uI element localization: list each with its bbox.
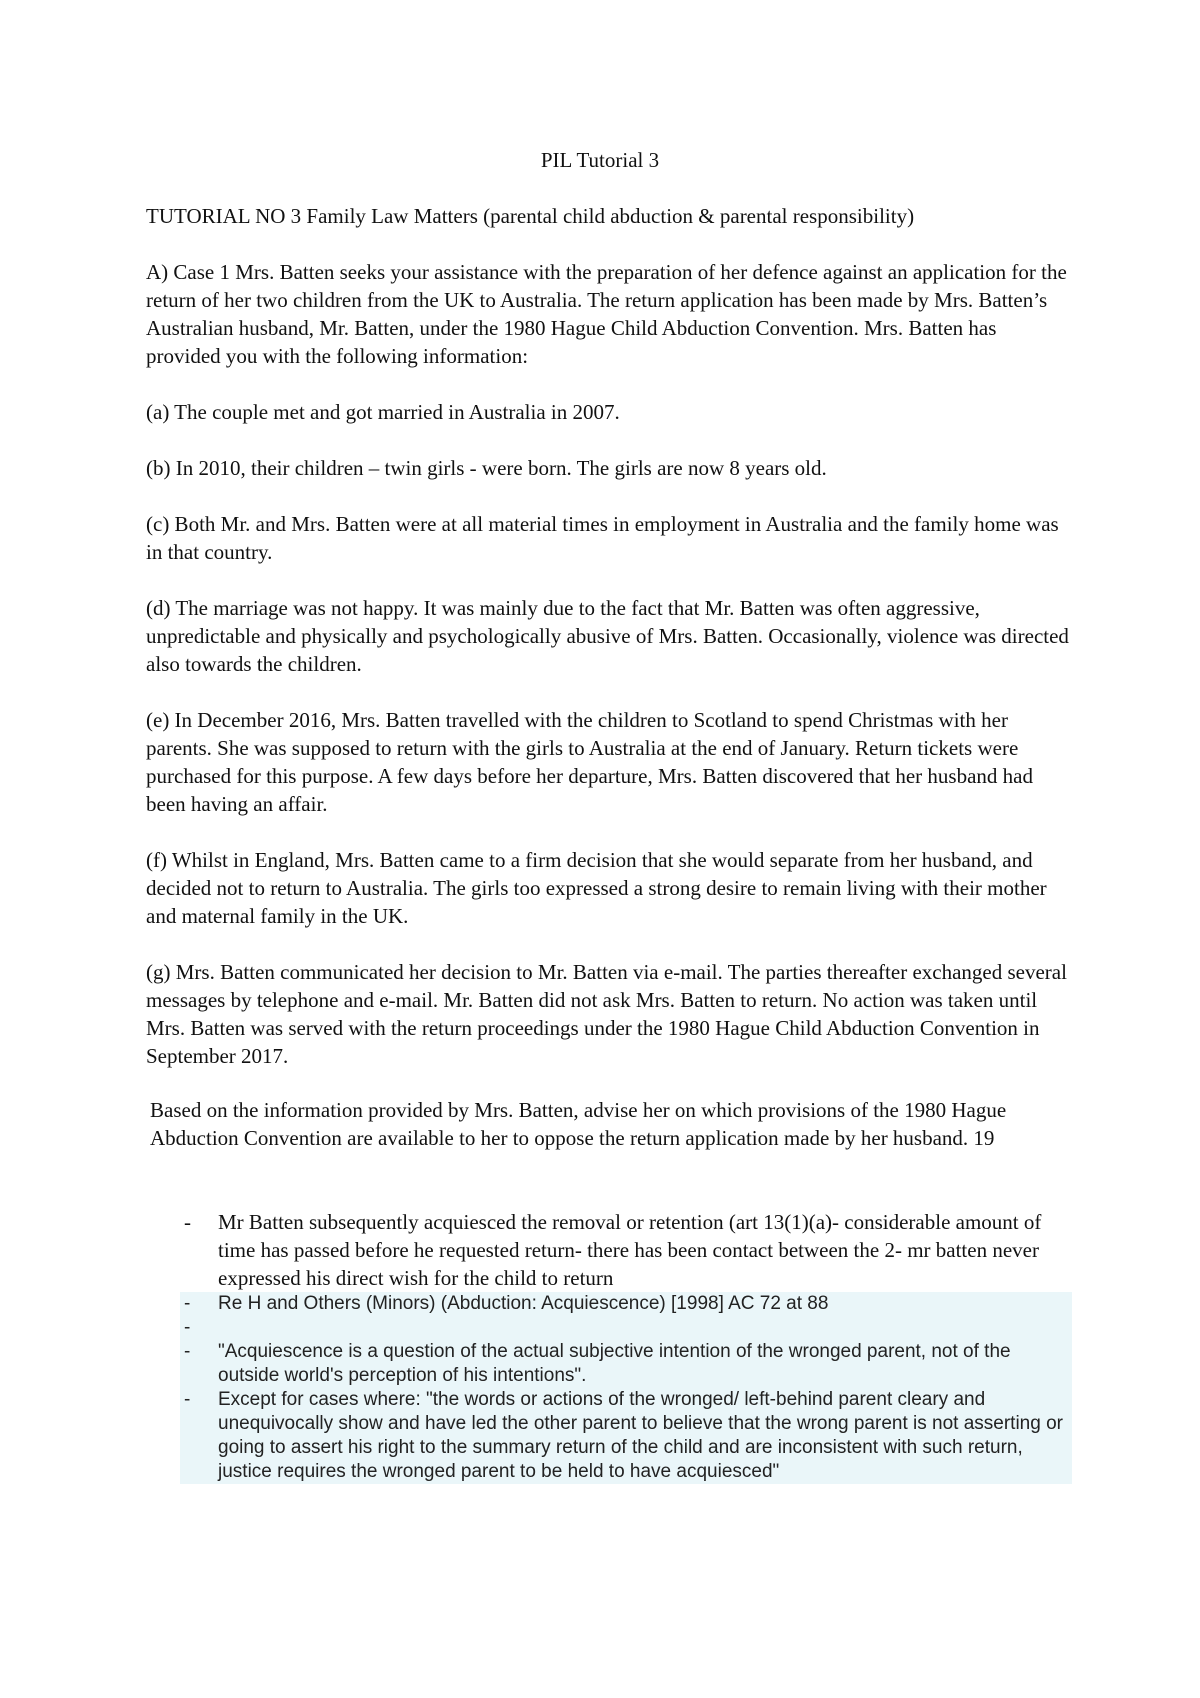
fact-d <box>146 594 1070 678</box>
answer-item-highlighted <box>180 1292 1072 1316</box>
fact-c <box>146 510 1070 566</box>
bullet-dash: - <box>184 1317 191 1338</box>
fact-f <box>146 846 1070 930</box>
fact-e <box>146 706 1070 818</box>
fact-f-text: (f) Whilst in England, Mrs. Batten came to a firm decision that she would separate from her husband, and decided not to return to Australia. The girls too expressed a strong desire to remain living with their mother and maternal family in the UK. <box>146 848 1047 928</box>
quote-text: Except for cases where: "the words or actions of the wronged/ left-behind parent cleary and unequivocally show and have led the other parent to believe that the wrong parent is not asserting or going to assert his right to the summary return of the child and are inconsistent with such return, justice requires the wronged parent to be held to have acquiesced" <box>218 1389 1063 1482</box>
answer-item <box>180 1208 1072 1292</box>
fact-g-text: (g) Mrs. Batten communicated her decision to Mr. Batten via e-mail. The parties thereafter exchanged several messages by telephone and e-mail. Mr. Batten did not ask Mrs. Batten to return. No action was taken until Mrs. Batten was served with the return proceedings under the 1980 Hague Child Abduction Convention in September 2017. <box>146 960 1067 1068</box>
document-title: PIL Tutorial 3 <box>540 148 660 172</box>
bullet-dash: - <box>184 1341 191 1362</box>
case-intro <box>146 258 1070 370</box>
case-citation: Re H and Others (Minors) (Abduction: Acquiescence) [1998] AC 72 at 88 <box>218 1293 829 1314</box>
question <box>150 1096 1070 1152</box>
subheading-text: TUTORIAL NO 3 Family Law Matters (parental child abduction & parental responsibility) <box>146 204 915 228</box>
answer-text: Mr Batten subsequently acquiesced the removal or retention (art 13(1)(a)- considerable amount of time has passed before he requested return- there has been contact between the 2- mr batten never expressed his direct wish for the child to return <box>218 1210 1042 1290</box>
answer-item-highlighted <box>180 1388 1072 1484</box>
bullet-dash: - <box>184 1389 191 1410</box>
fact-e-text: (e) In December 2016, Mrs. Batten travelled with the children to Scotland to spend Christmas with her parents. She was supposed to return with the girls to Australia at the end of January. Return tickets were purchased for this purpose. A few days before her departure, Mrs. Batten discovered that her husband had been having an affair. <box>146 708 1033 816</box>
fact-g <box>146 958 1070 1070</box>
fact-b-text: (b) In 2010, their children – twin girls - were born. The girls are now 8 years old. <box>146 456 827 480</box>
bullet-dash: - <box>184 1293 191 1314</box>
bullet-dash: - <box>184 1210 191 1234</box>
question-text: Based on the information provided by Mrs. Batten, advise her on which provisions of the 1980 Hague Abduction Convention are available to her to oppose the return application made by her husband. 19 <box>150 1098 1007 1150</box>
answer-item-highlighted <box>180 1340 1072 1388</box>
tutorial-subheading <box>146 202 1070 230</box>
answer-item-highlighted <box>180 1316 1072 1340</box>
answer-list <box>180 1208 1072 1484</box>
fact-a <box>146 398 1070 426</box>
fact-c-text: (c) Both Mr. and Mrs. Batten were at all material times in employment in Australia and the family home was in that country. <box>146 512 1059 564</box>
fact-b <box>146 454 1070 482</box>
fact-d-text: (d) The marriage was not happy. It was mainly due to the fact that Mr. Batten was often aggressive, unpredictable and physically and psychologically abusive of Mrs. Batten. Occasionally, violence was directed also towards the children. <box>146 596 1069 676</box>
quote-text: "Acquiescence is a question of the actual subjective intention of the wronged parent, not of the outside world's perception of his intentions". <box>218 1341 1011 1386</box>
fact-a-text: (a) The couple met and got married in Australia in 2007. <box>146 400 620 424</box>
case-intro-text: A) Case 1 Mrs. Batten seeks your assistance with the preparation of her defence against an application for the return of her two children from the UK to Australia. The return application has been made by Mrs. Batten’s Australian husband, Mr. Batten, under the 1980 Hague Child Abduction Convention. Mrs. Batten has provided you with the following information: <box>146 260 1067 368</box>
